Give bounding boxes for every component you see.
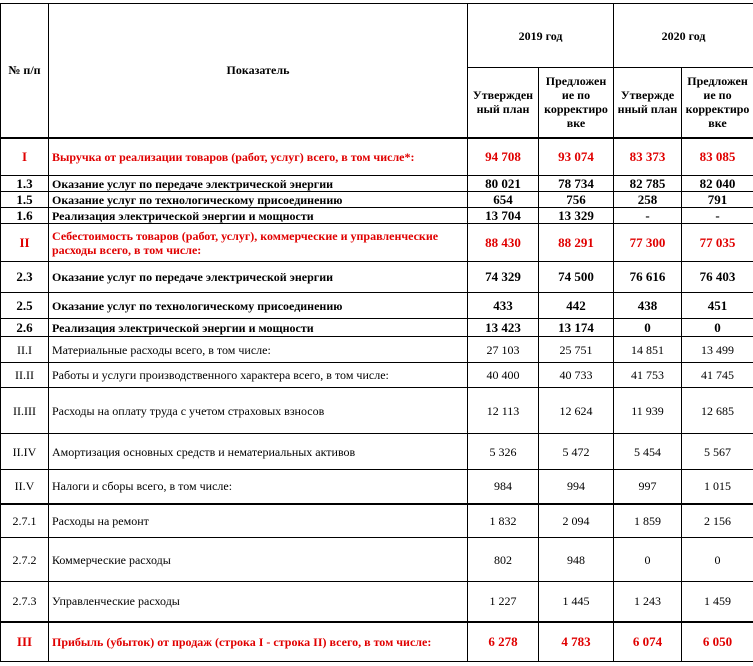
proposed-2020-cell: 41 745 <box>682 363 753 388</box>
row-label: Себестоимость товаров (работ, услуг), коммерческие и управленческие расходы всего, в том числе: <box>49 224 468 262</box>
row-num: 2.7.3 <box>1 582 49 622</box>
proposed-2019-cell: 40 733 <box>539 363 614 388</box>
proposed-2020-cell: - <box>682 208 753 224</box>
row-num: 2.3 <box>1 262 49 293</box>
proposed-2019-cell: 13 174 <box>539 319 614 337</box>
col-indicator-header: Показатель <box>49 4 468 138</box>
approved-2019-cell: 6 278 <box>468 622 539 662</box>
row-label: Реализация электрической энергии и мощности <box>49 208 468 224</box>
row-num: III <box>1 622 49 662</box>
row-num: 1.5 <box>1 192 49 208</box>
approved-2020-cell: 77 300 <box>614 224 682 262</box>
table-row <box>1 622 753 662</box>
table-row <box>1 388 753 434</box>
table-row <box>1 470 753 504</box>
table-row <box>1 504 753 538</box>
proposed-2020-cell: 82 040 <box>682 176 753 192</box>
row-num: 1.3 <box>1 176 49 192</box>
approved-2020-cell: 258 <box>614 192 682 208</box>
approved-2019-cell: 984 <box>468 470 539 504</box>
proposed-2020-header: Предложен ие по корректиро вке <box>682 68 753 138</box>
approved-2019-cell: 94 708 <box>468 138 539 176</box>
approved-2019-cell: 12 113 <box>468 388 539 434</box>
table-row <box>1 224 753 262</box>
col-num-header: № п/п <box>1 4 49 138</box>
approved-2019-cell: 433 <box>468 293 539 319</box>
row-num: II.IV <box>1 434 49 470</box>
proposed-2019-cell: 88 291 <box>539 224 614 262</box>
table-row <box>1 337 753 363</box>
approved-2019-cell: 40 400 <box>468 363 539 388</box>
table-row <box>1 582 753 622</box>
approved-2019-header: Утвержден ный план <box>468 68 539 138</box>
row-label: Реализация электрической энергии и мощности <box>49 319 468 337</box>
row-num: 1.6 <box>1 208 49 224</box>
financial-table <box>0 3 753 662</box>
proposed-2019-cell: 1 445 <box>539 582 614 622</box>
proposed-2019-cell: 13 329 <box>539 208 614 224</box>
row-label: Работы и услуги производственного характера всего, в том числе: <box>49 363 468 388</box>
proposed-2020-cell: 13 499 <box>682 337 753 363</box>
row-label: Оказание услуг по передаче электрической энергии <box>49 262 468 293</box>
approved-2020-cell: 11 939 <box>614 388 682 434</box>
proposed-2020-cell: 1 015 <box>682 470 753 504</box>
approved-2019-cell: 802 <box>468 538 539 582</box>
proposed-2019-cell: 74 500 <box>539 262 614 293</box>
proposed-2020-cell: 451 <box>682 293 753 319</box>
proposed-2019-cell: 25 751 <box>539 337 614 363</box>
approved-2019-cell: 1 832 <box>468 504 539 538</box>
table-row <box>1 319 753 337</box>
table-row <box>1 138 753 176</box>
row-label: Оказание услуг по передаче электрической энергии <box>49 176 468 192</box>
row-num: II.I <box>1 337 49 363</box>
approved-2020-cell: 76 616 <box>614 262 682 293</box>
proposed-2020-cell: 76 403 <box>682 262 753 293</box>
approved-2020-cell: 83 373 <box>614 138 682 176</box>
approved-2020-cell: 1 243 <box>614 582 682 622</box>
table-row <box>1 293 753 319</box>
table-row <box>1 208 753 224</box>
row-label: Оказание услуг по технологическому присоединению <box>49 293 468 319</box>
approved-2020-cell: - <box>614 208 682 224</box>
approved-2019-cell: 74 329 <box>468 262 539 293</box>
approved-2020-cell: 0 <box>614 319 682 337</box>
row-num: I <box>1 138 49 176</box>
row-num: 2.5 <box>1 293 49 319</box>
row-label: Расходы на оплату труда с учетом страховых взносов <box>49 388 468 434</box>
proposed-2019-cell: 12 624 <box>539 388 614 434</box>
table-row <box>1 363 753 388</box>
approved-2020-cell: 5 454 <box>614 434 682 470</box>
approved-2020-cell: 41 753 <box>614 363 682 388</box>
row-num: II.V <box>1 470 49 504</box>
approved-2019-cell: 13 423 <box>468 319 539 337</box>
row-label: Расходы на ремонт <box>49 504 468 538</box>
proposed-2020-cell: 5 567 <box>682 434 753 470</box>
row-num: 2.7.1 <box>1 504 49 538</box>
proposed-2019-cell: 994 <box>539 470 614 504</box>
proposed-2020-cell: 83 085 <box>682 138 753 176</box>
table-row <box>1 192 753 208</box>
approved-2020-cell: 0 <box>614 538 682 582</box>
row-num: II <box>1 224 49 262</box>
table-row <box>1 176 753 192</box>
proposed-2020-cell: 0 <box>682 538 753 582</box>
table-row <box>1 262 753 293</box>
approved-2019-cell: 1 227 <box>468 582 539 622</box>
approved-2020-cell: 82 785 <box>614 176 682 192</box>
row-label: Оказание услуг по технологическому присоединению <box>49 192 468 208</box>
proposed-2019-cell: 756 <box>539 192 614 208</box>
proposed-2020-cell: 1 459 <box>682 582 753 622</box>
year-2020-header: 2020 год <box>614 4 753 68</box>
row-label: Коммерческие расходы <box>49 538 468 582</box>
approved-2020-cell: 14 851 <box>614 337 682 363</box>
approved-2019-cell: 654 <box>468 192 539 208</box>
proposed-2020-cell: 2 156 <box>682 504 753 538</box>
row-label: Налоги и сборы всего, в том числе: <box>49 470 468 504</box>
proposed-2020-cell: 12 685 <box>682 388 753 434</box>
approved-2019-cell: 13 704 <box>468 208 539 224</box>
row-label: Прибыль (убыток) от продаж (строка I - строка II) всего, в том числе: <box>49 622 468 662</box>
proposed-2020-cell: 0 <box>682 319 753 337</box>
row-num: 2.7.2 <box>1 538 49 582</box>
approved-2020-cell: 438 <box>614 293 682 319</box>
proposed-2019-header: Предложен ие по корректиро вке <box>539 68 614 138</box>
approved-2019-cell: 5 326 <box>468 434 539 470</box>
approved-2020-cell: 997 <box>614 470 682 504</box>
row-num: 2.6 <box>1 319 49 337</box>
proposed-2019-cell: 5 472 <box>539 434 614 470</box>
proposed-2019-cell: 442 <box>539 293 614 319</box>
year-2019-header: 2019 год <box>468 4 614 68</box>
header-row-years <box>1 4 753 68</box>
proposed-2020-cell: 77 035 <box>682 224 753 262</box>
proposed-2020-cell: 6 050 <box>682 622 753 662</box>
approved-2020-cell: 6 074 <box>614 622 682 662</box>
table-row <box>1 434 753 470</box>
row-label: Управленческие расходы <box>49 582 468 622</box>
row-num: II.III <box>1 388 49 434</box>
approved-2019-cell: 80 021 <box>468 176 539 192</box>
approved-2019-cell: 88 430 <box>468 224 539 262</box>
approved-2019-cell: 27 103 <box>468 337 539 363</box>
row-label: Материальные расходы всего, в том числе: <box>49 337 468 363</box>
proposed-2019-cell: 948 <box>539 538 614 582</box>
row-label: Выручка от реализации товаров (работ, услуг) всего, в том числе*: <box>49 138 468 176</box>
approved-2020-header: Утвержде нный план <box>614 68 682 138</box>
proposed-2019-cell: 2 094 <box>539 504 614 538</box>
row-label: Амортизация основных средств и нематериальных активов <box>49 434 468 470</box>
row-num: II.II <box>1 363 49 388</box>
proposed-2019-cell: 93 074 <box>539 138 614 176</box>
table-row <box>1 538 753 582</box>
proposed-2020-cell: 791 <box>682 192 753 208</box>
proposed-2019-cell: 4 783 <box>539 622 614 662</box>
approved-2020-cell: 1 859 <box>614 504 682 538</box>
proposed-2019-cell: 78 734 <box>539 176 614 192</box>
